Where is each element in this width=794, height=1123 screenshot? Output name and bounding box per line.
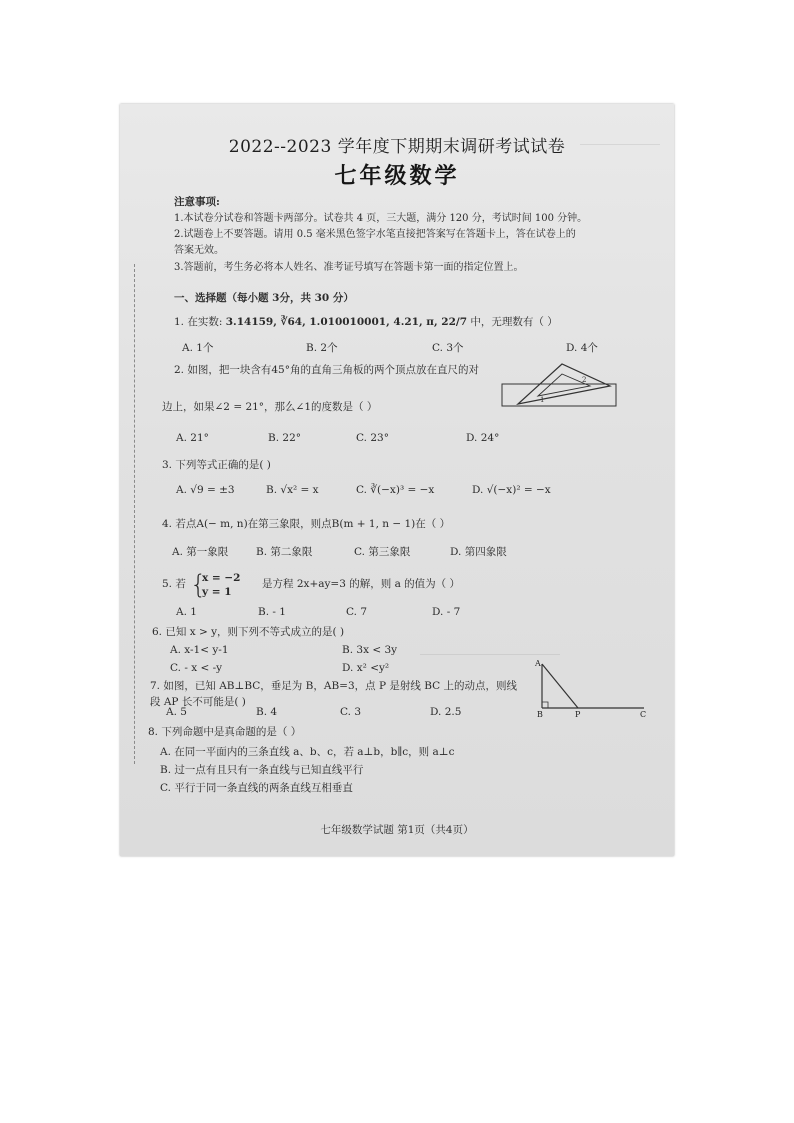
q4-option-d: D. 第四象限 [450,546,507,558]
q2-ruler-triangle-figure [500,358,618,410]
q2-option-a: A. 21° [176,432,209,444]
q5-option-d: D. - 7 [432,606,461,618]
q5-prefix: 5. 若 [162,578,186,590]
q3-option-c: C. ∛(−x)³ = −x [356,484,435,496]
q5-equation-2: y = 1 [202,586,232,598]
q6-option-d: D. x² <y² [342,662,390,674]
q7-option-c: C. 3 [340,706,362,718]
q3-option-b: B. √x² = x [266,484,319,496]
q3-stem: 3. 下列等式正确的是( ) [162,459,271,471]
q4-option-b: B. 第二象限 [256,546,313,558]
q7-option-b: B. 4 [256,706,278,718]
q4-option-a: A. 第一象限 [172,546,229,558]
binding-line [122,264,135,764]
q2-line-2: 边上，如果∠2 = 21°，那么∠1的度数是（ ） [162,401,378,413]
q6-stem: 6. 已知 x > y，则下列不等式成立的是( ) [152,626,345,638]
exam-title: 2022--2023 学年度下期期末调研考试试卷 [228,137,566,157]
q4-stem: 4. 若点A(− m, n)在第三象限，则点B(m + 1, n − 1)在（ ） [162,518,451,530]
brace-icon: { [190,570,207,600]
q7-label-a: A [535,659,541,668]
notice-line-3: 3.答题前，考生务必将本人姓名、准考证号填写在答题卡第一面的指定位置上。 [174,262,524,273]
q6-option-a: A. x-1< y-1 [170,644,229,656]
notice-line-2b: 答案无效。 [174,245,224,256]
q8-option-c: C. 平行于同一条直线的两条直线互相垂直 [160,782,353,794]
notice-line-2: 2.试题卷上不要答题。请用 0.5 毫米黑色签字水笔直接把答案写在答题卡上，答在试卷上的 [174,229,576,240]
q2-option-c: C. 23° [356,432,389,444]
q7-label-c: C [640,710,647,718]
q3-option-a: A. √9 = ±3 [176,484,235,496]
q2-option-d: D. 24° [466,432,500,444]
q7-right-angle-figure [532,658,650,718]
q1-option-b: B. 2个 [306,342,338,354]
q3-option-d: D. √(−x)² = −x [472,484,551,496]
q6-option-c: C. - x < -y [170,662,223,674]
q1-prefix: 1. 在实数: [174,316,223,328]
q8-stem: 8. 下列命题中是真命题的是（ ） [148,726,302,738]
q7-label-p: P [575,710,581,718]
q1-numbers: 3.14159, ∛64, 1.010010001, 4.21, π, 22/7 [225,316,468,328]
exam-page-photo [120,104,674,856]
q7-line-1: 7. 如图，已知 AB⊥BC，垂足为 B，AB=3，点 P 是射线 BC 上的动点，则线 [150,680,518,692]
q7-line-2: 段 AP 长不可能是( ) [150,696,246,708]
q5-suffix: 是方程 2x+ay=3 的解，则 a 的值为（ ） [262,578,461,590]
notice-heading: 注意事项: [174,196,220,208]
q7-option-a: A. 5 [166,706,187,718]
q2-label-1: 1 [540,396,545,404]
q2-option-b: B. 22° [268,432,302,444]
q8-option-a: A. 在同一平面内的三条直线 a、b、c，若 a⊥b，b∥c，则 a⊥c [160,746,455,758]
q4-option-c: C. 第三象限 [354,546,411,558]
page-footer: 七年级数学试题 第1页（共4页） [320,824,474,836]
q8-option-b: B. 过一点有且只有一条直线与已知直线平行 [160,764,364,776]
q2-line-1: 2. 如图，把一块含有45°角的直角三角板的两个顶点放在直尺的对 [174,364,479,376]
notice-line-1: 1.本试卷分试卷和答题卡两部分。试卷共 4 页，三大题，满分 120 分，考试时间 100 分钟。 [174,213,588,224]
q5-option-c: C. 7 [346,606,368,618]
q1-option-d: D. 4个 [566,342,598,354]
q1-suffix: 中，无理数有（ ） [470,316,558,328]
section-1-title: 一、选择题（每小题 3分，共 30 分） [174,292,354,304]
q5-option-a: A. 1 [176,606,197,618]
q5-equation-1: x = −2 [202,572,241,584]
q2-label-2: 2 [582,376,587,384]
q5-option-b: B. - 1 [258,606,286,618]
q1-option-c: C. 3个 [432,342,464,354]
q1-stem [174,316,558,329]
q1-option-a: A. 1个 [182,342,214,354]
q7-option-d: D. 2.5 [430,706,462,718]
q7-label-b: B [537,710,543,718]
q6-option-b: B. 3x < 3y [342,644,398,656]
exam-subtitle: 七年级数学 [334,163,460,189]
